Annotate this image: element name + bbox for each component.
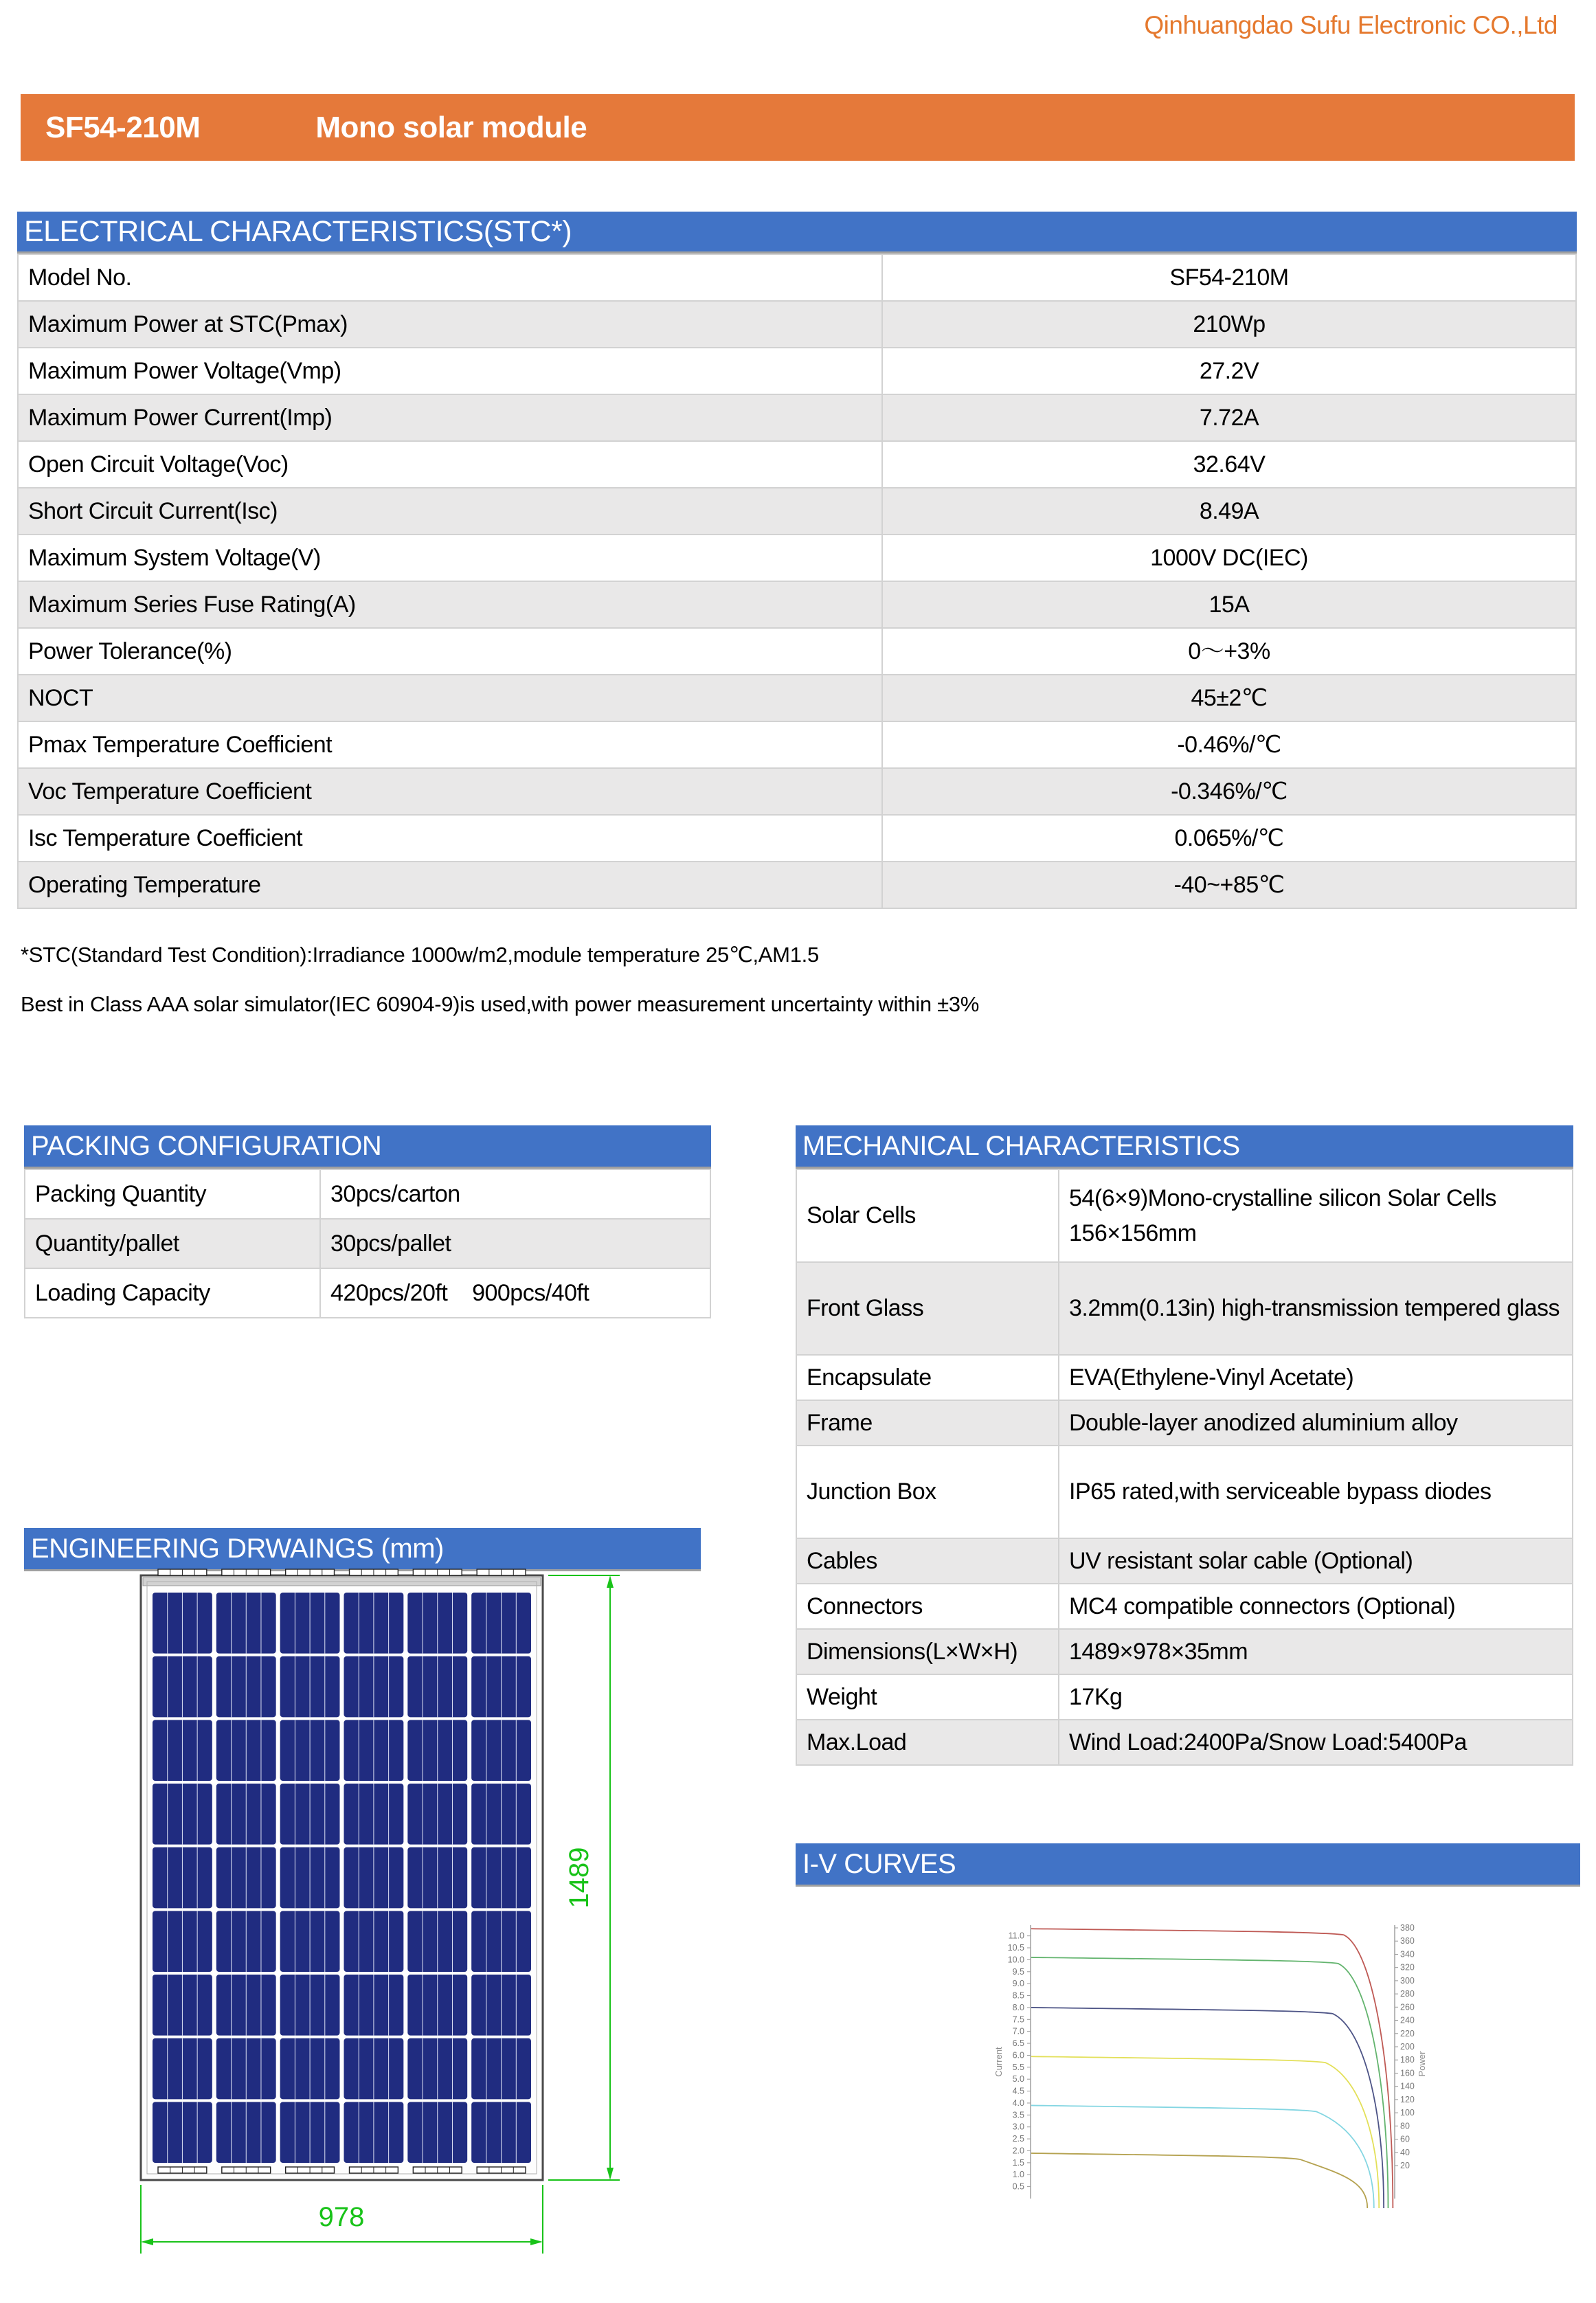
row-label: Junction Box [796,1446,1059,1538]
table-row [796,1262,1573,1355]
row-value: 8.49A [882,488,1576,535]
axis-tick-label: 180 [1400,2055,1415,2065]
axis-tick-label: 240 [1400,2015,1415,2025]
axis-tick-label: 40 [1400,2147,1410,2157]
axis-tick-label: 300 [1400,1975,1415,1986]
row-value: UV resistant solar cable (Optional) [1059,1538,1573,1584]
table-row [18,862,1576,908]
iv-curve [1031,2153,1367,2208]
axis-tick-label: 220 [1400,2028,1415,2038]
table-row [796,1584,1573,1629]
row-label: Connectors [796,1584,1059,1629]
electrical-table [17,254,1577,909]
engineering-section-title: ENGINEERING DRWAINGS (mm) [24,1528,701,1571]
axis-tick-label: 0.5 [1012,2181,1024,2192]
axis-tick-label: 1.0 [1012,2170,1024,2180]
axis-tick-label: 280 [1400,1989,1415,1999]
table-row [18,721,1576,768]
row-value: EVA(Ethylene-Vinyl Acetate) [1059,1355,1573,1400]
row-label: Loading Capacity [25,1268,320,1318]
row-label: Maximum Power at STC(Pmax) [18,301,882,348]
axis-tick-label: 6.0 [1012,2050,1024,2060]
packing-section-title: PACKING CONFIGURATION [24,1125,711,1169]
table-row [796,1538,1573,1584]
row-label: Quantity/pallet [25,1219,320,1268]
axis-tick-label: 4.5 [1012,2086,1024,2096]
row-value: -0.46%/℃ [882,721,1576,768]
axis-tick-label: 3.0 [1012,2122,1024,2132]
axis-tick-label: 2.5 [1012,2134,1024,2144]
row-value: 0～+3% [882,628,1576,675]
row-label: Voc Temperature Coefficient [18,768,882,815]
row-label: Maximum Series Fuse Rating(A) [18,581,882,628]
row-value: 30pcs/carton [320,1169,710,1219]
row-value: 32.64V [882,441,1576,488]
table-row [796,1446,1573,1538]
axis-tick-label: 8.0 [1012,2002,1024,2012]
row-label: Maximum Power Current(Imp) [18,394,882,441]
mechanical-table [796,1169,1573,1766]
dim-arrow-right [530,2238,543,2245]
mechanical-section [796,1125,1573,1766]
row-label: Open Circuit Voltage(Voc) [18,441,882,488]
row-value: 7.72A [882,394,1576,441]
axis-tick-label: 380 [1400,1923,1415,1933]
axis-tick-label: 7.5 [1012,2014,1024,2025]
engineering-drawing [103,1558,653,2287]
dim-arrow-down [607,2168,614,2180]
row-label: Maximum System Voltage(V) [18,535,882,581]
row-value: Double-layer anodized aluminium alloy [1059,1400,1573,1446]
table-row [796,1169,1573,1262]
row-value: -40~+85℃ [882,862,1576,908]
table-row [796,1400,1573,1446]
row-value: -0.346%/℃ [882,768,1576,815]
axis-tick-label: 360 [1400,1936,1415,1946]
table-row [18,581,1576,628]
row-label: Short Circuit Current(Isc) [18,488,882,535]
product-banner [21,94,1575,161]
dim-arrow-left [141,2238,153,2245]
axis-tick-label: 20 [1400,2161,1410,2170]
row-label: Max.Load [796,1720,1059,1765]
row-value: 15A [882,581,1576,628]
row-value: 17Kg [1059,1674,1573,1720]
table-row [796,1674,1573,1720]
electrical-section [17,212,1577,909]
row-label: Power Tolerance(%) [18,628,882,675]
axis-tick-label: 1.5 [1012,2157,1024,2168]
mechanical-section-title: MECHANICAL CHARACTERISTICS [796,1125,1573,1169]
table-row [18,488,1576,535]
row-label: Model No. [18,254,882,301]
row-label: Front Glass [796,1262,1059,1355]
product-subtitle: Mono solar module [315,110,587,144]
table-row [796,1720,1573,1765]
row-label: Cables [796,1538,1059,1584]
row-label: Packing Quantity [25,1169,320,1219]
row-value: 45±2℃ [882,675,1576,721]
iv-curve [1031,1957,1388,2208]
row-value: 210Wp [882,301,1576,348]
iv-curve [1031,1929,1393,2208]
axis-tick-label: 60 [1400,2134,1410,2144]
row-value: Wind Load:2400Pa/Snow Load:5400Pa [1059,1720,1573,1765]
dim-width-label: 978 [318,2202,365,2232]
table-row [18,628,1576,675]
company-name: Qinhuangdao Sufu Electronic CO.,Ltd [1144,11,1558,39]
row-value: 420pcs/20ft 900pcs/40ft [320,1268,710,1318]
table-row [25,1219,710,1268]
table-row [796,1355,1573,1400]
table-row [25,1169,710,1219]
iv-curve [1031,2105,1374,2208]
row-value: 1000V DC(IEC) [882,535,1576,581]
axis-tick-label: 10.5 [1007,1943,1024,1953]
axis-tick-label: 340 [1400,1949,1415,1959]
table-row [18,394,1576,441]
packing-section [24,1125,711,1318]
row-label: Encapsulate [796,1355,1059,1400]
row-label: Frame [796,1400,1059,1446]
axis-tick-label: 4.0 [1012,2098,1024,2108]
row-label: Weight [796,1674,1059,1720]
dim-height-label: 1489 [564,1847,594,1909]
row-value: 0.065%/℃ [882,815,1576,862]
axis-tick-label: 6.5 [1012,2038,1024,2049]
row-value: MC4 compatible connectors (Optional) [1059,1584,1573,1629]
y-axis-title-right: Power [1417,2051,1427,2077]
row-value: IP65 rated,with serviceable bypass diodes [1059,1446,1573,1538]
y-axis-title-left: Current [993,2047,1004,2077]
electrical-section-title: ELECTRICAL CHARACTERISTICS(STC*) [17,212,1577,254]
axis-tick-label: 140 [1400,2081,1415,2091]
footnote-stc: *STC(Standard Test Condition):Irradiance 1000w/m2,module temperature 25℃,AM1.5 [21,943,819,967]
axis-tick-label: 10.0 [1007,1955,1024,1965]
axis-tick-label: 11.0 [1008,1931,1024,1941]
table-row [18,348,1576,394]
iv-section-title: I-V CURVES [796,1843,1580,1887]
row-value: 1489×978×35mm [1059,1629,1573,1674]
table-row [18,441,1576,488]
row-label: Solar Cells [796,1169,1059,1262]
axis-tick-label: 7.0 [1012,2026,1024,2036]
product-model: SF54-210M [45,110,201,144]
row-value: SF54-210M [882,254,1576,301]
row-label: NOCT [18,675,882,721]
axis-tick-label: 160 [1400,2068,1415,2078]
axis-tick-label: 5.5 [1012,2062,1024,2072]
axis-tick-label: 320 [1400,1962,1415,1973]
packing-table [24,1169,711,1318]
axis-tick-label: 100 [1400,2108,1415,2118]
row-value: 27.2V [882,348,1576,394]
axis-tick-label: 5.0 [1012,2074,1024,2085]
iv-curve [1031,2056,1379,2208]
row-label: Isc Temperature Coefficient [18,815,882,862]
table-row [18,254,1576,301]
axis-tick-label: 80 [1400,2121,1410,2131]
row-label: Operating Temperature [18,862,882,908]
axis-tick-label: 8.5 [1012,1990,1024,2001]
axis-tick-label: 120 [1400,2094,1415,2104]
table-row [18,768,1576,815]
dim-arrow-up [607,1575,614,1588]
axis-tick-label: 9.0 [1012,1979,1024,1989]
table-row [18,535,1576,581]
row-value: 54(6×9)Mono-crystalline silicon Solar Cells 156×156mm [1059,1169,1573,1262]
row-value: 3.2mm(0.13in) high-transmission tempered glass [1059,1262,1573,1355]
table-row [796,1629,1573,1674]
footnote-simulator: Best in Class AAA solar simulator(IEC 60904-9)is used,with power measurement uncertainty within ±3% [21,992,979,1016]
table-row [25,1268,710,1318]
axis-tick-label: 200 [1400,2042,1415,2052]
iv-curves-chart [982,1910,1436,2240]
table-row [18,675,1576,721]
table-row [18,815,1576,862]
row-label: Pmax Temperature Coefficient [18,721,882,768]
row-label: Maximum Power Voltage(Vmp) [18,348,882,394]
row-label: Dimensions(L×W×H) [796,1629,1059,1674]
table-row [18,301,1576,348]
axis-tick-label: 260 [1400,2002,1415,2012]
axis-tick-label: 2.0 [1012,2146,1024,2156]
axis-tick-label: 9.5 [1012,1966,1024,1977]
axis-tick-label: 3.5 [1012,2110,1024,2120]
row-value: 30pcs/pallet [320,1219,710,1268]
